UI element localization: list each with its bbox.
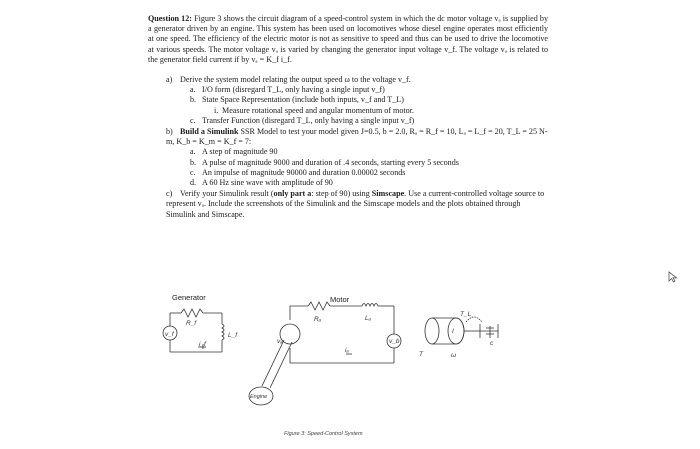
question-number: Question 12: — [148, 14, 192, 23]
figure-caption: Figure 3: Speed-Control System — [284, 431, 363, 437]
damping-label: c — [490, 340, 494, 347]
item-marker: c. — [190, 167, 196, 177]
part-b-marker: b) — [166, 127, 173, 137]
la-label: Lₐ — [365, 315, 371, 322]
part-a-marker: a) — [166, 75, 173, 85]
omega-label: ω — [451, 352, 457, 359]
motor-label: Motor — [330, 295, 350, 304]
generator-rotor — [280, 324, 300, 344]
engine-label: Engine — [250, 394, 268, 400]
t-label: T — [419, 351, 423, 358]
part-b-bold: Build a Simulink — [180, 127, 239, 137]
item-marker: a. — [190, 85, 196, 95]
question-text: Figure 3 shows the circuit diagram of a speed-control system in which the dc motor voltage vₐ is supplied by a generator driven by an engine. This system has been used on locomotives whose diesel engine operates most efficiently at one speed. The efficiency of the electric motor is not as sensitive to speed and thus can be used to drive the locomotive at various speeds. The motor voltage vₐ is varied by changing the generator input voltage v_f. The voltage vₐ is related to the generator field current if by vₐ = K_f i_f. — [148, 14, 548, 64]
part-c-marker: c) — [166, 189, 173, 199]
ra-label: Rₐ — [314, 316, 322, 323]
lf-inductor — [222, 324, 224, 340]
rf-label: R_f — [186, 320, 197, 327]
item-marker: d. — [190, 178, 197, 188]
item-marker: a. — [190, 147, 196, 157]
item-marker: i. — [214, 105, 219, 115]
ra-resistor — [308, 302, 330, 310]
ia-label: iₐ — [345, 347, 349, 354]
item-marker: b. — [190, 157, 197, 167]
vf-label: v_f — [165, 331, 174, 338]
part-b-text: SSR Model to test your model given J=0.5, b = 2.0, Rₐ = R_f = 10, Lₐ = L_f = 20, T_L = 25 N-m, K_b = K_m = K_f = 7: — [166, 127, 548, 147]
item-text: I/O form (disregard T_L, only having a single input v_f) — [202, 85, 385, 95]
item-text: An impulse of magnitude 90000 and duration 0.00002 seconds — [202, 167, 406, 177]
tl-label: T_L — [460, 311, 472, 318]
item-marker: b. — [190, 95, 197, 105]
part-a-text: Derive the system model relating the output speed ω to the voltage v_f. — [180, 75, 411, 85]
rf-resistor — [181, 309, 203, 317]
va-label: vₐ — [277, 338, 283, 345]
item-text: Transfer Function (disregard T_L, only having a single input v_f) — [202, 115, 415, 125]
item-text: A pulse of magnitude 9000 and duration of .4 seconds, starting every 5 seconds — [202, 157, 459, 167]
vb-label: v_b — [389, 338, 400, 345]
item-text: State Space Representation (include both inputs, v_f and T_L) — [202, 95, 404, 105]
item-text: A step of magnitude 90 — [202, 147, 278, 157]
if-label: i_f — [199, 341, 206, 348]
part-c-bold-2: Simscape — [371, 189, 405, 199]
generator-label: Generator — [172, 293, 206, 302]
part-c-text-2: : step of 90) using — [311, 189, 372, 199]
la-inductor — [362, 304, 378, 307]
inertia-label: I — [452, 328, 454, 335]
part-c-bold-1: only part a — [273, 189, 312, 199]
item-text: Measure rotational speed and angular momentum of motor. — [222, 105, 414, 115]
mouse-cursor-icon — [668, 271, 678, 283]
part-c-text-1: Verify your Simulink result ( — [180, 189, 274, 199]
lf-label: L_f — [228, 332, 238, 339]
item-marker: c. — [190, 115, 196, 125]
motor-flange — [425, 318, 439, 344]
item-text: A 60 Hz sine wave with amplitude of 90 — [202, 178, 333, 188]
part-c-text-3: . Use a current-controlled voltage source to represent vₐ. Include the screenshots of the Simulink and the Simscape models and the plots obtained through Simulink and Simscape. — [166, 189, 545, 219]
